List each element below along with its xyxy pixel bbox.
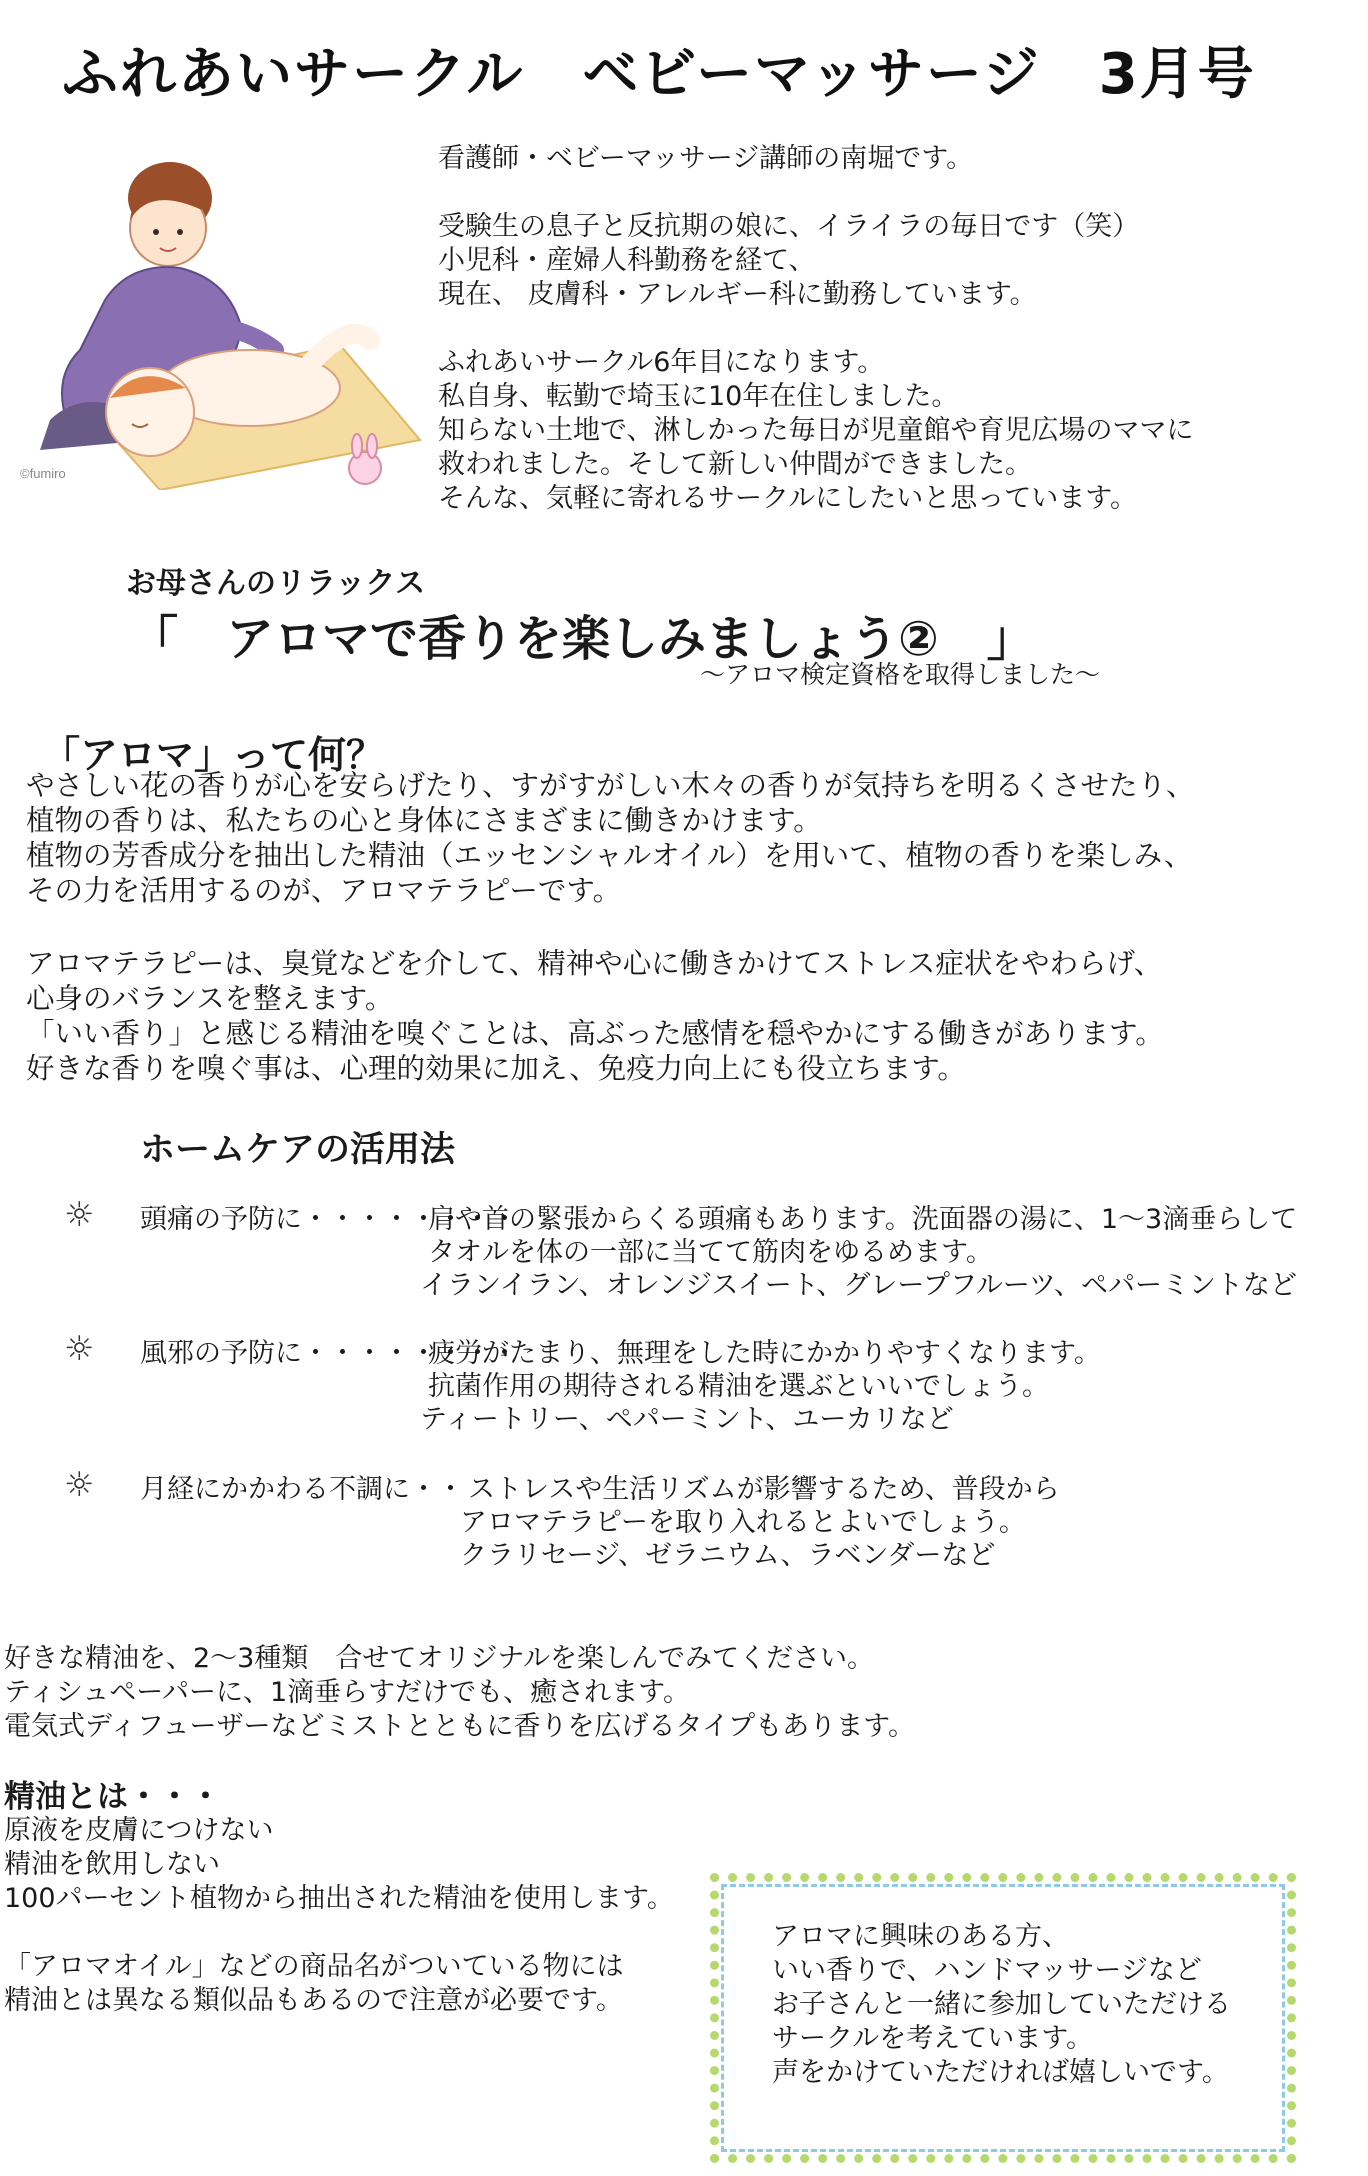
body-line: 好きな香りを嗅ぐ事は、心理的効果に加え、免疫力向上にも役立ちます。: [26, 1052, 966, 1085]
notice-line: お子さんと一緒に参加していただける: [772, 1989, 1231, 2020]
page-title: ふれあいサークル ベビーマッサージ 3月号: [62, 42, 1256, 107]
body-line: その力を活用するのが、アロマテラピーです。: [26, 874, 622, 907]
body-line: 「いい香り」と感じる精油を嗅ぐことは、高ぶった感情を穏やかにする働きがあります。: [26, 1017, 1164, 1050]
care-line: ストレスや生活リズムが影響するため、普段から: [468, 1474, 1060, 1505]
intro-line: 小児科・産婦人科勤務を経て、: [438, 245, 816, 276]
care-line: 疲労がたまり、無理をした時にかかりやすくなります。: [428, 1338, 1101, 1369]
intro-paragraph-1: [438, 142, 1193, 176]
care-item-lead: 月経にかかわる不調に・・: [140, 1474, 464, 1505]
what-is-aroma-paragraph-2: [26, 946, 1164, 1086]
intro-line: 看護師・ベビーマッサージ講師の南堀です。: [438, 143, 974, 174]
body-line: 植物の芳香成分を抽出した精油（エッセンシャルオイル）を用いて、植物の香りを楽しみ、: [26, 839, 1193, 872]
essential-note-line: 精油とは異なる類似品もあるので注意が必要です。: [4, 1985, 623, 2016]
intro-paragraph-2: [438, 210, 1193, 312]
home-care-heading: ホームケアの活用法: [140, 1130, 456, 1170]
care-item-lead: 頭痛の予防に・・・・・・・・: [140, 1204, 518, 1235]
care-item-detail: [420, 1337, 1101, 1436]
essential-oil-heading: 精油とは・・・: [4, 1779, 221, 1815]
care-line: タオルを体の一部に当てて筋肉をゆるめます。: [428, 1237, 993, 1268]
essential-oil-section: [4, 1780, 674, 1916]
intro-line: 救われました。そして新しい仲間ができました。: [438, 449, 1032, 480]
tips-section: [4, 1642, 915, 1744]
notice-line: いい香りで、ハンドマッサージなど: [772, 1955, 1202, 1986]
relax-label: お母さんのリラックス: [126, 566, 426, 601]
aroma-subline: ～アロマ検定資格を取得しました～: [700, 660, 1101, 689]
body-line: 植物の香りは、私たちの心と身体にさまざまに働きかけます。: [26, 804, 822, 837]
notice-line: サークルを考えています。: [772, 2023, 1094, 2054]
sun-icon: ☼: [64, 1465, 95, 1505]
intro-line: 知らない土地で、淋しかった毎日が児童館や育児広場のママに: [438, 415, 1194, 446]
care-item-lead: 風邪の予防に・・・・・・・・: [140, 1338, 518, 1369]
notice-text: [772, 1920, 1231, 2090]
care-item-detail: [420, 1203, 1298, 1302]
intro-line: そんな、気軽に寄れるサークルにしたいと思っています。: [438, 483, 1138, 514]
tip-line: ティシュペーパーに、1滴垂らすだけでも、癒されます。: [4, 1677, 690, 1708]
baby-massage-illustration: [10, 150, 430, 490]
intro-line: 受験生の息子と反抗期の娘に、イライラの毎日です（笑）: [438, 211, 1140, 242]
essential-oil-note: [4, 1950, 624, 2018]
intro-line: 現在、 皮膚科・アレルギー科に勤務しています。: [438, 279, 1037, 310]
care-line: クラリセージ、ゼラニウム、ラベンダーなど: [460, 1540, 996, 1571]
what-is-aroma-heading: 「アロマ」って何？: [42, 733, 385, 777]
body-line: 心身のバランスを整えます。: [26, 982, 394, 1015]
essential-line: 100パーセント植物から抽出された精油を使用します。: [4, 1883, 674, 1914]
care-line: 抗菌作用の期待される精油を選ぶといいでしょう。: [428, 1371, 1049, 1402]
illustration-credit: ©fumiro: [20, 466, 66, 481]
body-line: アロマテラピーは、臭覚などを介して、精神や心に働きかけてストレス症状をやわらげ、: [26, 947, 1163, 980]
what-is-aroma-paragraph-1: [26, 768, 1195, 908]
intro-paragraph-3: [438, 346, 1193, 516]
care-line: イランイラン、オレンジスイート、グレープフルーツ、ペパーミントなど: [420, 1270, 1297, 1301]
body-line: やさしい花の香りが心を安らげたり、すがすがしい木々の香りが気持ちを明るくさせたり、: [26, 769, 1195, 802]
essential-line: 精油を飲用しない: [4, 1849, 220, 1880]
intro-line: ふれあいサークル6年目になります。: [438, 347, 885, 378]
essential-line: 原液を皮膚につけない: [4, 1815, 274, 1846]
intro-line: 私自身、転勤で埼玉に10年在住しました。: [438, 381, 959, 412]
care-line: アロマテラピーを取り入れるとよいでしょう。: [460, 1507, 1026, 1538]
intro-section: [438, 142, 1193, 550]
sun-icon: ☼: [64, 1195, 95, 1235]
care-item-detail: [460, 1473, 1060, 1572]
sun-icon: ☼: [64, 1329, 95, 1369]
aroma-headline: 「 アロマで香りを楽しみましょう② 」: [130, 611, 1035, 667]
care-line: ティートリー、ペパーミント、ユーカリなど: [420, 1404, 954, 1435]
care-line: 肩や首の緊張からくる頭痛もあります。洗面器の湯に、1～3滴垂らして: [428, 1204, 1298, 1235]
notice-line: 声をかけていただければ嬉しいです。: [772, 2057, 1229, 2088]
notice-line: アロマに興味のある方、: [772, 1921, 1069, 1952]
essential-note-line: 「アロマオイル」などの商品名がついている物には: [4, 1951, 624, 1982]
tip-line: 電気式ディフューザーなどミストとともに香りを広げるタイプもあります。: [4, 1711, 915, 1742]
tip-line: 好きな精油を、2～3種類 合せてオリジナルを楽しんでみてください。: [4, 1643, 875, 1674]
